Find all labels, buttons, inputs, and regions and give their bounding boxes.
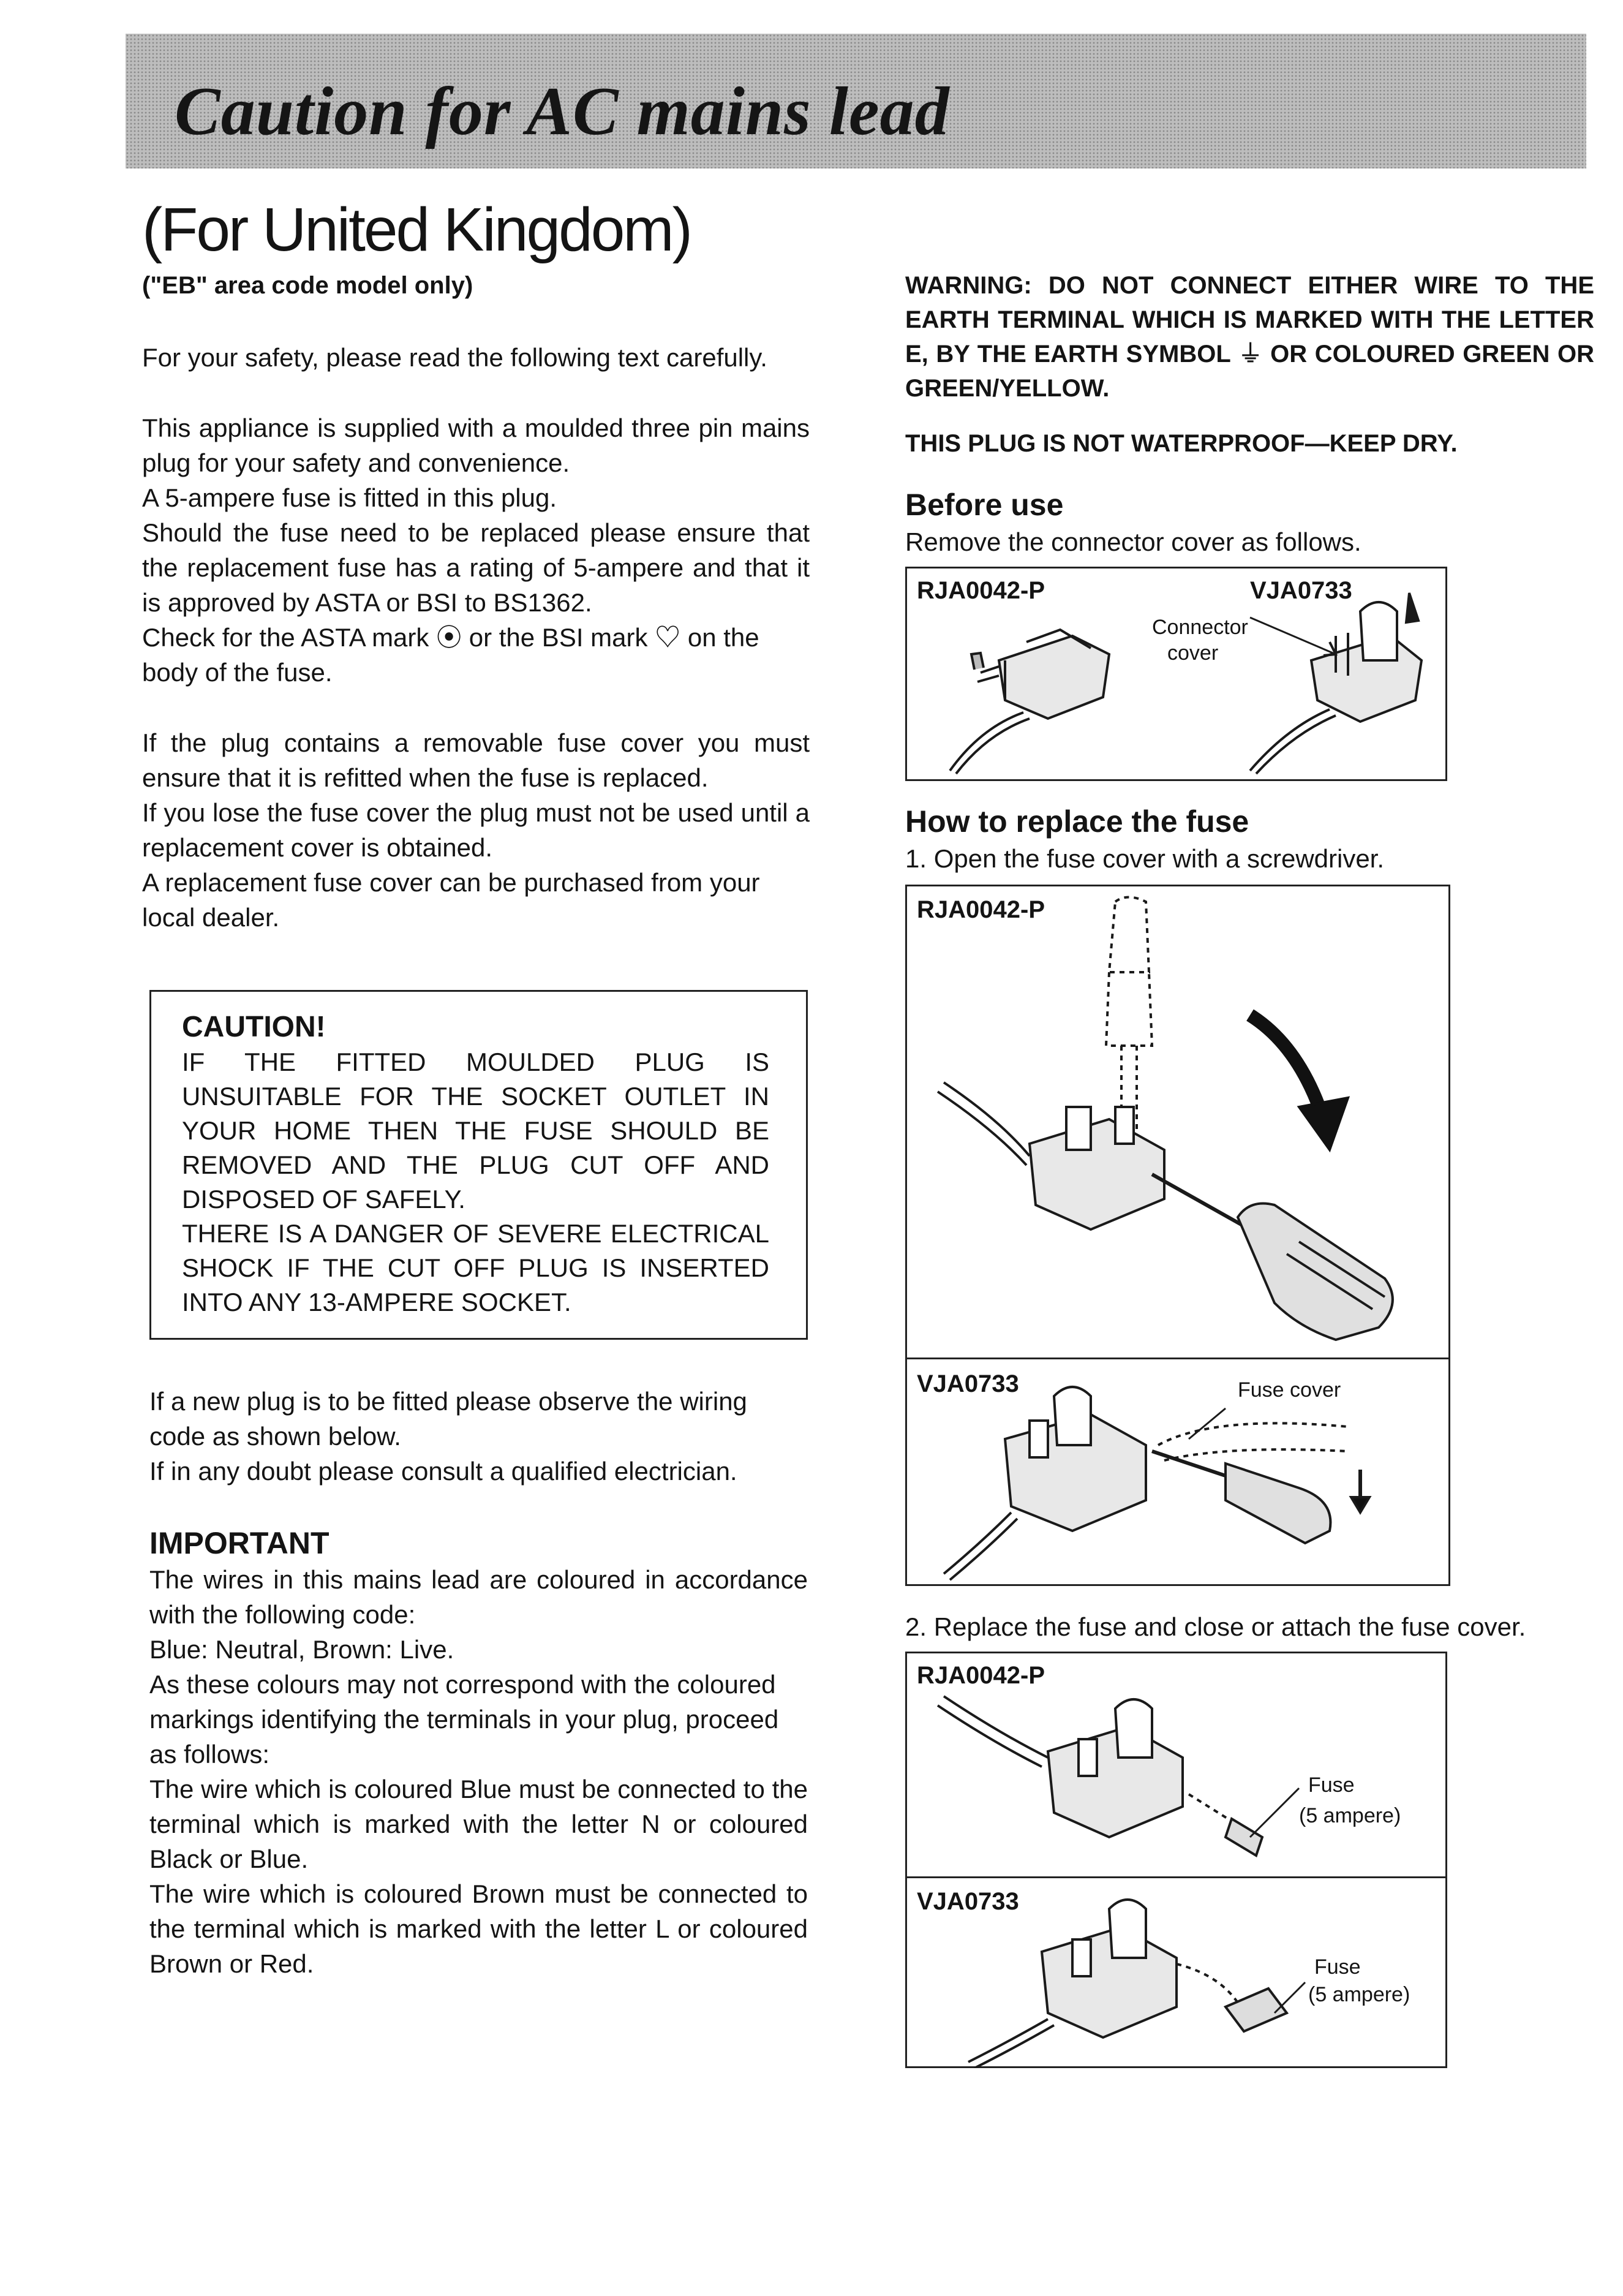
area-code-note: ("EB" area code model only) bbox=[142, 272, 473, 299]
fuse-label: Fuse bbox=[1308, 1773, 1355, 1797]
right-column bbox=[905, 268, 1594, 2068]
important-heading: IMPORTANT bbox=[149, 1526, 329, 1560]
caution-line: THERE IS A DANGER OF SEVERE ELECTRICAL SHOCK IF THE CUT OFF PLUG IS INSERTED INTO ANY 13-AMPERE SOCKET. bbox=[182, 1219, 769, 1316]
waterproof-warning: THIS PLUG IS NOT WATERPROOF—KEEP DRY. bbox=[905, 430, 1458, 457]
important-line: The wire which is coloured Blue must be connected to the terminal which is marked with the letter N or coloured Black or Blue. bbox=[149, 1775, 808, 1873]
important-line: Blue: Neutral, Brown: Live. bbox=[149, 1635, 454, 1664]
fuse-cover-label: Fuse cover bbox=[1238, 1378, 1341, 1402]
fuse-info-line: This appliance is supplied with a moulded three pin mains plug for your safety and convenience. bbox=[142, 414, 810, 477]
important-line: The wires in this mains lead are coloured in accordance with the following code: bbox=[149, 1565, 808, 1629]
new-plug-line: If in any doubt please consult a qualified electrician. bbox=[149, 1457, 737, 1486]
safety-intro: For your safety, please read the following text carefully. bbox=[142, 343, 767, 372]
caution-heading: CAUTION! bbox=[182, 1011, 326, 1043]
model-label-rja: RJA0042-P bbox=[917, 896, 1045, 923]
earth-warning: WARNING: DO NOT CONNECT EITHER WIRE TO THE EARTH TERMINAL WHICH IS MARKED WITH THE LETTER E, BY THE EARTH SYMBOL ⏚ OR COLOURED GREEN OR GREEN/YELLOW. bbox=[905, 272, 1594, 402]
left-column bbox=[142, 268, 810, 1981]
fuse-ampere-label: (5 ampere) bbox=[1299, 1804, 1401, 1827]
caution-box bbox=[149, 990, 808, 1340]
new-plug-line: If a new plug is to be fitted please observe the wiring code as shown below. bbox=[149, 1387, 747, 1451]
important-line: The wire which is coloured Brown must be connected to the terminal which is marked with the letter L or coloured Brown or Red. bbox=[149, 1879, 808, 1978]
fuse-cover-line: If the plug contains a removable fuse cover you must ensure that it is refitted when the fuse is replaced. bbox=[142, 728, 810, 792]
step-1-text: 1. Open the fuse cover with a screwdriver. bbox=[905, 844, 1385, 873]
replace-fuse-heading: How to replace the fuse bbox=[905, 804, 1249, 839]
fuse-cover-paragraph bbox=[142, 725, 810, 935]
fuse-info-line: Should the fuse need to be replaced please ensure that the replacement fuse has a rating of 5-ampere and that it is approved by ASTA or BSI to BS1362. bbox=[142, 518, 810, 617]
model-label-vja: VJA0733 bbox=[917, 1370, 1019, 1397]
step-2-text: 2. Replace the fuse and close or attach the fuse cover. bbox=[905, 1612, 1526, 1641]
replace-fuse-figure-bottom bbox=[905, 1878, 1447, 2068]
fuse-ampere-label: (5 ampere) bbox=[1308, 1983, 1410, 2006]
region-heading: (For United Kingdom) bbox=[142, 195, 691, 264]
model-label-rja: RJA0042-P bbox=[917, 577, 1045, 604]
fuse-cover-line: If you lose the fuse cover the plug must not be used until a replacement cover is obtained. bbox=[142, 798, 810, 862]
open-fuse-figure-top bbox=[905, 885, 1450, 1359]
caution-line: IF THE FITTED MOULDED PLUG IS UNSUITABLE FOR THE SOCKET OUTLET IN YOUR HOME THEN THE FUSE SHOULD BE REMOVED AND THE PLUG CUT OFF AND DISPOSED OF SAFELY. bbox=[182, 1048, 769, 1214]
before-use-heading: Before use bbox=[905, 488, 1064, 522]
model-label-vja: VJA0733 bbox=[1250, 577, 1352, 604]
fuse-info-paragraph bbox=[142, 410, 810, 690]
open-fuse-figure-bottom bbox=[905, 1359, 1450, 1586]
page-title: Caution for AC mains lead bbox=[175, 74, 950, 149]
important-line: As these colours may not correspond with the coloured markings identifying the terminals in your plug, proceed as follows: bbox=[149, 1670, 779, 1769]
replace-fuse-figure-top bbox=[905, 1652, 1447, 1878]
important-section bbox=[149, 1524, 808, 1981]
fuse-info-line: Check for the ASTA mark ⦿ or the BSI mark ♡ on the body of the fuse. bbox=[142, 623, 759, 687]
screwdriver-open-illustration bbox=[907, 886, 1452, 1361]
plug-body-shape bbox=[999, 636, 1109, 719]
connector-label: Connector bbox=[1152, 616, 1248, 639]
fuse-label: Fuse bbox=[1314, 1955, 1361, 1979]
before-use-text: Remove the connector cover as follows. bbox=[905, 527, 1361, 556]
connector-cover-figure bbox=[905, 567, 1447, 781]
new-plug-paragraph bbox=[149, 1384, 810, 1489]
cover-label: cover bbox=[1167, 641, 1219, 665]
model-label-vja: VJA0733 bbox=[917, 1888, 1019, 1915]
model-label-rja: RJA0042-P bbox=[917, 1662, 1045, 1689]
fuse-info-line: A 5-ampere fuse is fitted in this plug. bbox=[142, 483, 557, 512]
fuse-cover-line: A replacement fuse cover can be purchased from your local dealer. bbox=[142, 868, 760, 932]
